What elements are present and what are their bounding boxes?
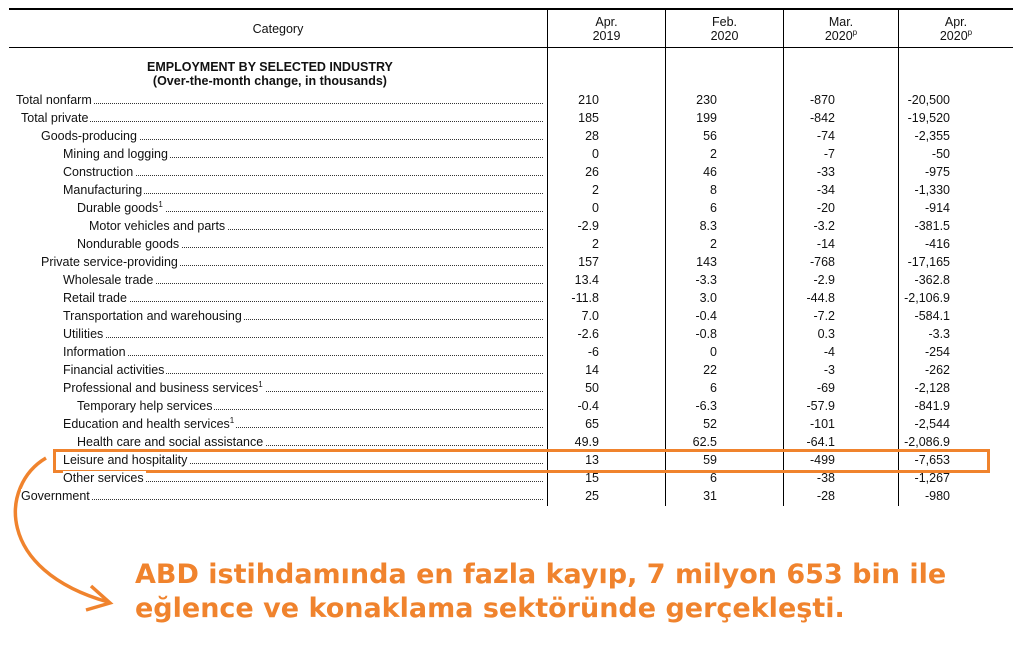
row-label: Construction xyxy=(9,163,547,181)
row-value-col-1: 49.9 xyxy=(574,435,599,449)
row-value-col-1: 7.0 xyxy=(581,309,599,323)
row-label: Durable goods$^1$ xyxy=(9,199,547,217)
row-value-col-2: 199 xyxy=(696,111,717,125)
caption-line-2: eğlence ve konaklama sektöründe gerçekleşti. xyxy=(135,593,845,624)
leader-dots xyxy=(16,103,543,104)
row-value-col-4: -416 xyxy=(924,237,950,251)
row-value-col-1: 15 xyxy=(585,471,599,485)
section-subtitle: (Over-the-month change, in thousands) xyxy=(152,74,387,88)
row-label: Government xyxy=(9,487,547,505)
header-col-2-month: Feb. xyxy=(711,14,737,29)
table-row xyxy=(9,181,1013,199)
table-row xyxy=(9,217,1013,235)
row-value-col-2: 8.3 xyxy=(699,219,717,233)
row-value-col-2: -0.4 xyxy=(695,309,717,323)
row-value-col-1: 26 xyxy=(585,165,599,179)
row-value-col-1: 25 xyxy=(585,489,599,503)
table-row xyxy=(9,271,1013,289)
row-value-col-2: 3.0 xyxy=(699,291,717,305)
header-category xyxy=(9,10,547,47)
header-category-label: Category xyxy=(252,21,304,36)
table-row xyxy=(9,253,1013,271)
header-col-4-year: 2020$^p$ xyxy=(939,27,973,43)
header-col-1-month: Apr. xyxy=(595,14,618,29)
row-value-col-4: -3.3 xyxy=(928,327,950,341)
row-value-col-2: 46 xyxy=(703,165,717,179)
row-value-col-3: -3.2 xyxy=(813,219,835,233)
row-value-col-4: -2,355 xyxy=(914,129,950,143)
row-value-col-2: 6 xyxy=(710,201,717,215)
row-label: Transportation and warehousing xyxy=(9,307,547,325)
row-value-col-2: 52 xyxy=(703,417,717,431)
row-value-col-4: -20,500 xyxy=(907,93,950,107)
row-value-col-3: -101 xyxy=(809,417,835,431)
row-value-col-1: -2.6 xyxy=(577,327,599,341)
row-value-col-4: -254 xyxy=(924,345,950,359)
row-value-col-3: -3 xyxy=(823,363,835,377)
row-value-col-3: -57.9 xyxy=(806,399,835,413)
row-label: Education and health services$^1$ xyxy=(9,415,547,433)
table-row xyxy=(9,109,1013,127)
table-row xyxy=(9,397,1013,415)
row-value-col-2: 31 xyxy=(703,489,717,503)
row-label: Nondurable goods xyxy=(9,235,547,253)
leader-dots xyxy=(63,175,543,176)
header-col-3 xyxy=(784,10,898,47)
row-value-col-4: -1,330 xyxy=(914,183,950,197)
table-row xyxy=(9,91,1013,109)
caption xyxy=(135,558,995,626)
row-value-col-3: 0.3 xyxy=(817,327,835,341)
row-value-col-3: -64.1 xyxy=(806,435,835,449)
header-col-1-year: 2019 xyxy=(592,28,621,43)
row-label: Financial activities xyxy=(9,361,547,379)
row-label: Health care and social assistance xyxy=(9,433,547,451)
header-col-3-year: 2020$^p$ xyxy=(824,27,858,43)
row-value-col-1: 14 xyxy=(585,363,599,377)
leader-dots xyxy=(63,301,543,302)
row-value-col-3: -2.9 xyxy=(813,273,835,287)
table-row xyxy=(9,325,1013,343)
row-value-col-1: 65 xyxy=(585,417,599,431)
row-value-col-4: -914 xyxy=(924,201,950,215)
row-value-col-1: 157 xyxy=(578,255,599,269)
row-value-col-2: -3.3 xyxy=(695,273,717,287)
row-label: Manufacturing xyxy=(9,181,547,199)
row-value-col-4: -19,520 xyxy=(907,111,950,125)
table-row xyxy=(9,361,1013,379)
row-value-col-3: -7.2 xyxy=(813,309,835,323)
row-value-col-3: -44.8 xyxy=(806,291,835,305)
table-row xyxy=(9,127,1013,145)
row-value-col-4: -841.9 xyxy=(914,399,950,413)
row-value-col-2: 22 xyxy=(703,363,717,377)
table-row xyxy=(9,145,1013,163)
row-label: Motor vehicles and parts xyxy=(9,217,547,235)
row-value-col-4: -1,267 xyxy=(914,471,950,485)
row-value-col-1: 210 xyxy=(578,93,599,107)
row-value-col-4: -2,128 xyxy=(914,381,950,395)
row-value-col-4: -584.1 xyxy=(914,309,950,323)
row-value-col-4: -975 xyxy=(924,165,950,179)
table-row xyxy=(9,343,1013,361)
section-title: EMPLOYMENT BY SELECTED INDUSTRY xyxy=(147,60,393,74)
header-col-4 xyxy=(899,10,1013,47)
row-label: Other services xyxy=(9,469,547,487)
table-row xyxy=(9,379,1013,397)
row-value-col-1: 2 xyxy=(592,183,599,197)
row-value-col-1: 2 xyxy=(592,237,599,251)
row-value-col-2: 143 xyxy=(696,255,717,269)
row-value-col-2: 59 xyxy=(703,453,717,467)
row-value-col-3: -4 xyxy=(823,345,835,359)
row-value-col-4: -2,086.9 xyxy=(904,435,950,449)
row-value-col-1: -11.8 xyxy=(571,291,599,305)
row-value-col-2: 0 xyxy=(710,345,717,359)
table-row xyxy=(9,289,1013,307)
header-col-3-month: Mar. xyxy=(828,14,854,29)
row-value-col-3: -33 xyxy=(816,165,835,179)
table-row xyxy=(9,199,1013,217)
row-value-col-3: -768 xyxy=(809,255,835,269)
row-label: Mining and logging xyxy=(9,145,547,163)
caption-line-1: ABD istihdamında en fazla kayıp, 7 milyon 653 bin ile xyxy=(135,559,947,590)
row-value-col-3: -69 xyxy=(816,381,835,395)
row-value-col-3: -20 xyxy=(816,201,835,215)
leader-dots xyxy=(63,355,543,356)
row-value-col-1: 50 xyxy=(585,381,599,395)
row-value-col-2: 230 xyxy=(696,93,717,107)
row-value-col-2: 6 xyxy=(710,381,717,395)
row-value-col-1: -6 xyxy=(587,345,599,359)
header-col-2-year: 2020 xyxy=(710,28,739,43)
row-label: Retail trade xyxy=(9,289,547,307)
row-value-col-3: -870 xyxy=(809,93,835,107)
row-value-col-3: -28 xyxy=(816,489,835,503)
highlight-box xyxy=(53,449,990,473)
row-value-col-1: 0 xyxy=(592,201,599,215)
row-value-col-2: 62.5 xyxy=(692,435,717,449)
row-label: Goods-producing xyxy=(9,127,547,145)
row-value-col-1: 13 xyxy=(585,453,599,467)
row-value-col-2: 2 xyxy=(710,147,717,161)
row-value-col-4: -50 xyxy=(931,147,950,161)
row-label: Utilities xyxy=(9,325,547,343)
row-value-col-3: -7 xyxy=(823,147,835,161)
row-label: Total nonfarm xyxy=(9,91,547,109)
row-value-col-4: -262 xyxy=(924,363,950,377)
table-row xyxy=(9,415,1013,433)
table-row xyxy=(9,235,1013,253)
row-value-col-1: 0 xyxy=(592,147,599,161)
header-col-2 xyxy=(666,10,783,47)
leader-dots xyxy=(21,499,543,500)
row-value-col-2: -6.3 xyxy=(695,399,717,413)
row-label: Leisure and hospitality xyxy=(9,451,547,469)
row-value-col-2: 2 xyxy=(710,237,717,251)
table-row xyxy=(9,487,1013,505)
row-value-col-3: -842 xyxy=(809,111,835,125)
row-value-col-2: 6 xyxy=(710,471,717,485)
row-label: Temporary help services xyxy=(9,397,547,415)
row-value-col-1: -0.4 xyxy=(577,399,599,413)
row-value-col-1: -2.9 xyxy=(577,219,599,233)
header-col-1 xyxy=(548,10,665,47)
table-row xyxy=(9,307,1013,325)
row-value-col-4: -362.8 xyxy=(914,273,950,287)
row-value-col-3: -38 xyxy=(816,471,835,485)
row-label: Wholesale trade xyxy=(9,271,547,289)
header-col-4-month: Apr. xyxy=(944,14,968,29)
row-value-col-1: 28 xyxy=(585,129,599,143)
row-value-col-2: 8 xyxy=(710,183,717,197)
row-value-col-4: -7,653 xyxy=(914,453,950,467)
row-value-col-2: -0.8 xyxy=(695,327,717,341)
row-value-col-4: -2,106.9 xyxy=(904,291,950,305)
row-value-col-4: -381.5 xyxy=(914,219,950,233)
row-value-col-4: -2,544 xyxy=(914,417,950,431)
leader-dots xyxy=(63,337,543,338)
row-value-col-4: -17,165 xyxy=(907,255,950,269)
row-value-col-3: -499 xyxy=(809,453,835,467)
row-value-col-4: -980 xyxy=(924,489,950,503)
row-value-col-1: 13.4 xyxy=(574,273,599,287)
row-label: Private service-providing xyxy=(9,253,547,271)
row-value-col-3: -34 xyxy=(816,183,835,197)
row-label: Total private xyxy=(9,109,547,127)
row-value-col-1: 185 xyxy=(578,111,599,125)
row-value-col-3: -14 xyxy=(816,237,835,251)
row-label: Professional and business services$^1$ xyxy=(9,379,547,397)
row-label: Information xyxy=(9,343,547,361)
section-heading xyxy=(147,60,393,88)
row-value-col-2: 56 xyxy=(703,129,717,143)
row-value-col-3: -74 xyxy=(816,129,835,143)
table-header xyxy=(9,8,1013,48)
table-row xyxy=(9,163,1013,181)
leader-dots xyxy=(21,121,543,122)
